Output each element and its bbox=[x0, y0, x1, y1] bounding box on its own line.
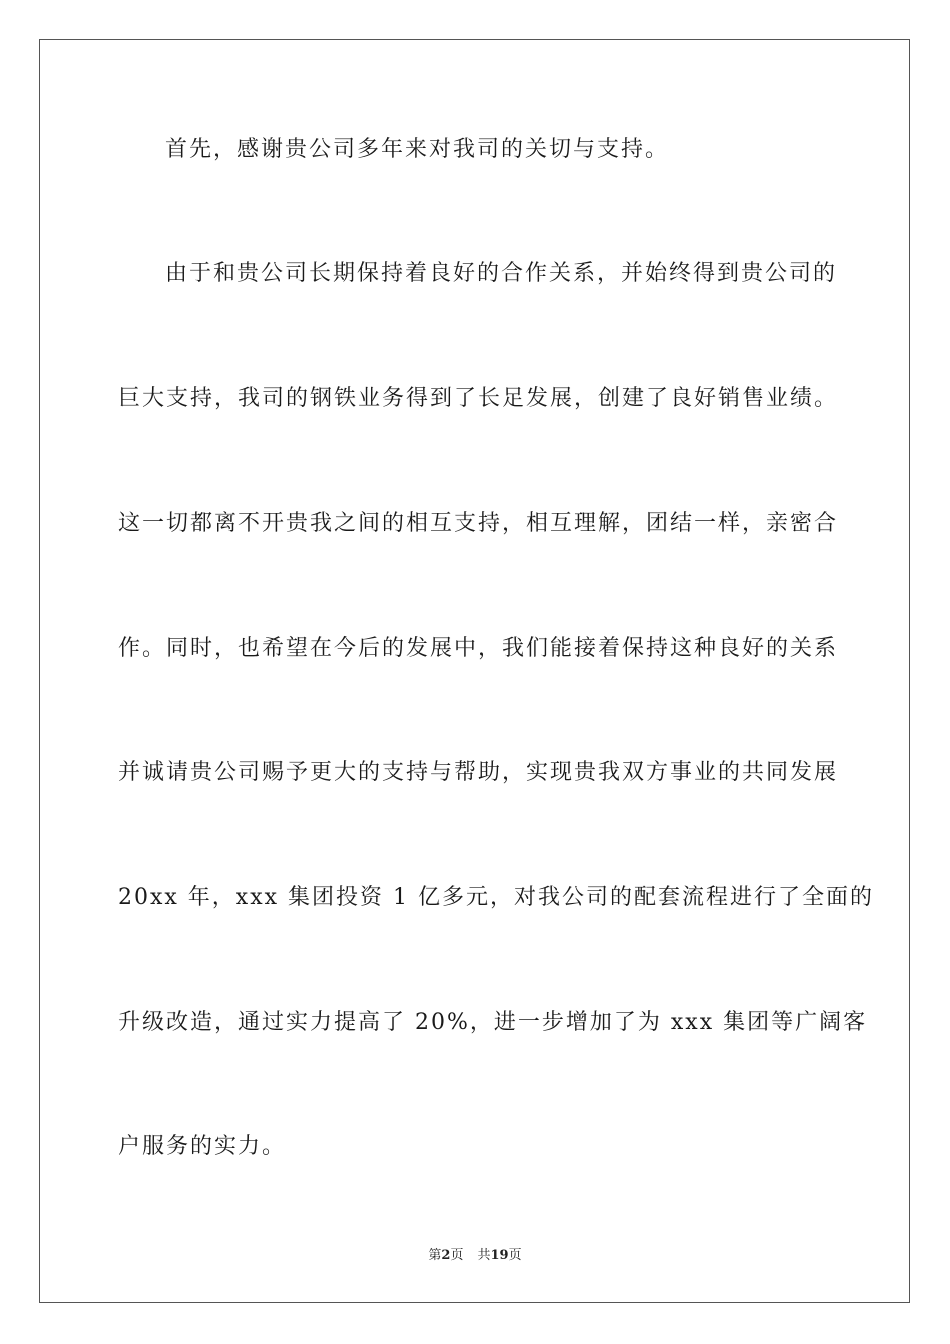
page-footer bbox=[0, 1247, 950, 1265]
paragraph-line-3: 巨大支持，我司的钢铁业务得到了长足发展，创建了良好销售业绩。 bbox=[118, 386, 839, 411]
paragraph-line-5: 作。同时，也希望在今后的发展中，我们能接着保持这种良好的关系 bbox=[118, 636, 839, 661]
paragraph-line-8: 升级改造，通过实力提高了 20%，进一步增加了为 xxx 集团等广阔客 bbox=[118, 1010, 868, 1035]
paragraph-line-6: 并诚请贵公司赐予更大的支持与帮助，实现贵我双方事业的共同发展 bbox=[118, 760, 839, 785]
page-prefix: 第 bbox=[428, 1248, 442, 1263]
total-prefix: 共 bbox=[477, 1248, 491, 1263]
total-suffix: 页 bbox=[508, 1248, 522, 1263]
paragraph-line-7: 20xx 年，xxx 集团投资 1 亿多元，对我公司的配套流程进行了全面的 bbox=[118, 885, 875, 910]
paragraph-line-2: 由于和贵公司长期保持着良好的合作关系，并始终得到贵公司的 bbox=[165, 261, 838, 286]
page-suffix: 页 bbox=[450, 1248, 464, 1263]
page-number: 2 bbox=[441, 1248, 451, 1263]
total-pages: 19 bbox=[490, 1248, 509, 1263]
paragraph-line-9: 户服务的实力。 bbox=[118, 1134, 287, 1159]
page-border bbox=[39, 39, 910, 1303]
paragraph-line-4: 这一切都离不开贵我之间的相互支持，相互理解，团结一样，亲密合 bbox=[118, 511, 839, 536]
paragraph-line-1: 首先，感谢贵公司多年来对我司的关切与支持。 bbox=[165, 137, 670, 162]
